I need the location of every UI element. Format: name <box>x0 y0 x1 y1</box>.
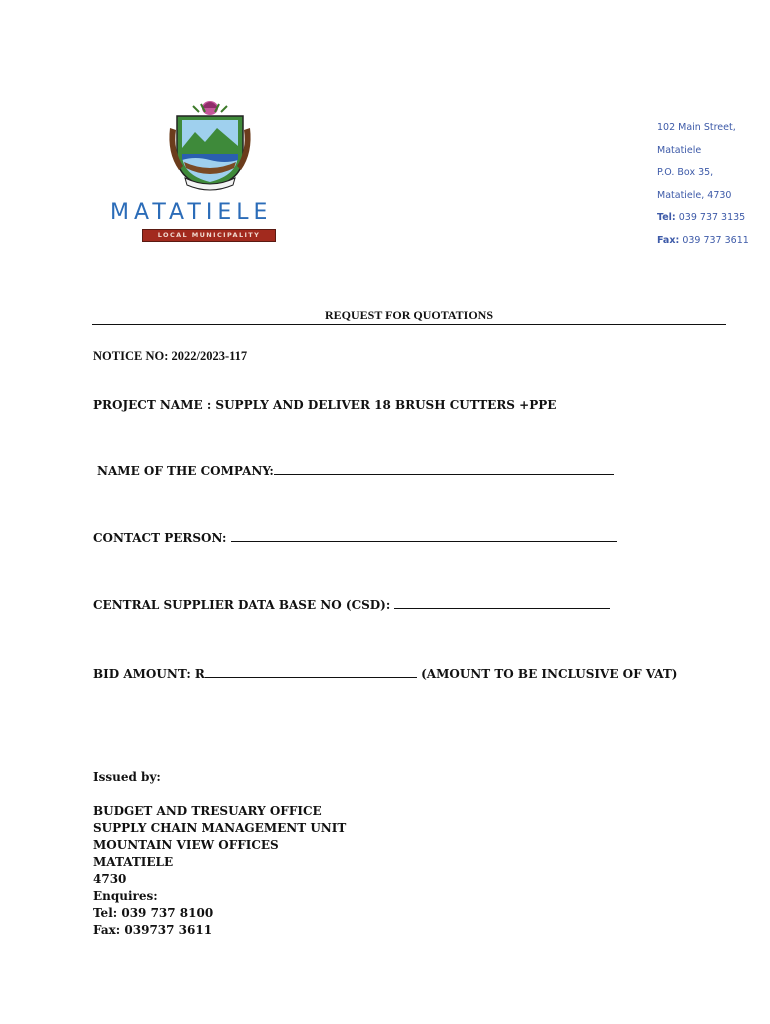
contact-person-field <box>93 530 617 545</box>
issuer-line: MOUNTAIN VIEW OFFICES <box>93 838 279 852</box>
issuer-line: SUPPLY CHAIN MANAGEMENT UNIT <box>93 821 347 835</box>
bid-amount-label: BID AMOUNT: R <box>93 667 205 681</box>
csd-number-blank[interactable] <box>394 597 610 609</box>
company-name-blank[interactable] <box>274 463 614 475</box>
bid-amount-blank[interactable] <box>205 666 417 678</box>
tel-value: 039 737 3135 <box>678 212 746 223</box>
company-name-label: NAME OF THE COMPANY: <box>97 464 274 478</box>
document-title: REQUEST FOR QUOTATIONS <box>324 308 494 322</box>
fax-label: Fax: <box>657 234 680 246</box>
issuer-line: Enquires: <box>93 889 158 903</box>
protea-flower-icon <box>193 101 227 115</box>
issuer-line: 4730 <box>93 872 127 886</box>
project-name: PROJECT NAME : SUPPLY AND DELIVER 18 BRUSH CUTTERS +PPE <box>93 398 557 412</box>
address-line-1: 102 Main Street, <box>657 122 736 133</box>
company-name-field <box>97 463 614 478</box>
address-line-4: Matatiele, 4730 <box>657 189 732 201</box>
address-tel <box>657 211 767 234</box>
issuer-line: MATATIELE <box>93 855 174 869</box>
contact-person-label: CONTACT PERSON: <box>93 531 227 545</box>
issuer-line: Fax: 039737 3611 <box>93 923 213 937</box>
municipality-crest-logo <box>165 98 255 193</box>
csd-number-field <box>93 597 610 612</box>
title-divider <box>92 324 726 325</box>
issued-by-label: Issued by: <box>93 770 161 784</box>
tel-label: Tel: <box>657 212 676 223</box>
contact-person-blank[interactable] <box>231 530 617 542</box>
bid-amount-field <box>93 666 677 681</box>
address-line-2: Matatiele <box>657 144 702 156</box>
fax-value: 039 737 3611 <box>682 234 749 246</box>
brand-name: MATATIELE <box>110 200 273 225</box>
csd-number-label: CENTRAL SUPPLIER DATA BASE NO (CSD): <box>93 598 391 612</box>
address-line-3: P.O. Box 35, <box>657 167 714 178</box>
bid-amount-note: (AMOUNT TO BE INCLUSIVE OF VAT) <box>421 667 678 681</box>
notice-number: NOTICE NO: 2022/2023-117 <box>93 349 248 363</box>
address-block <box>657 121 767 256</box>
issuer-line: BUDGET AND TRESUARY OFFICE <box>93 804 322 818</box>
address-fax <box>657 234 767 257</box>
issuer-line: Tel: 039 737 8100 <box>93 906 214 920</box>
brand-banner: LOCAL MUNICIPALITY <box>142 229 276 242</box>
issuer-block <box>93 803 346 939</box>
